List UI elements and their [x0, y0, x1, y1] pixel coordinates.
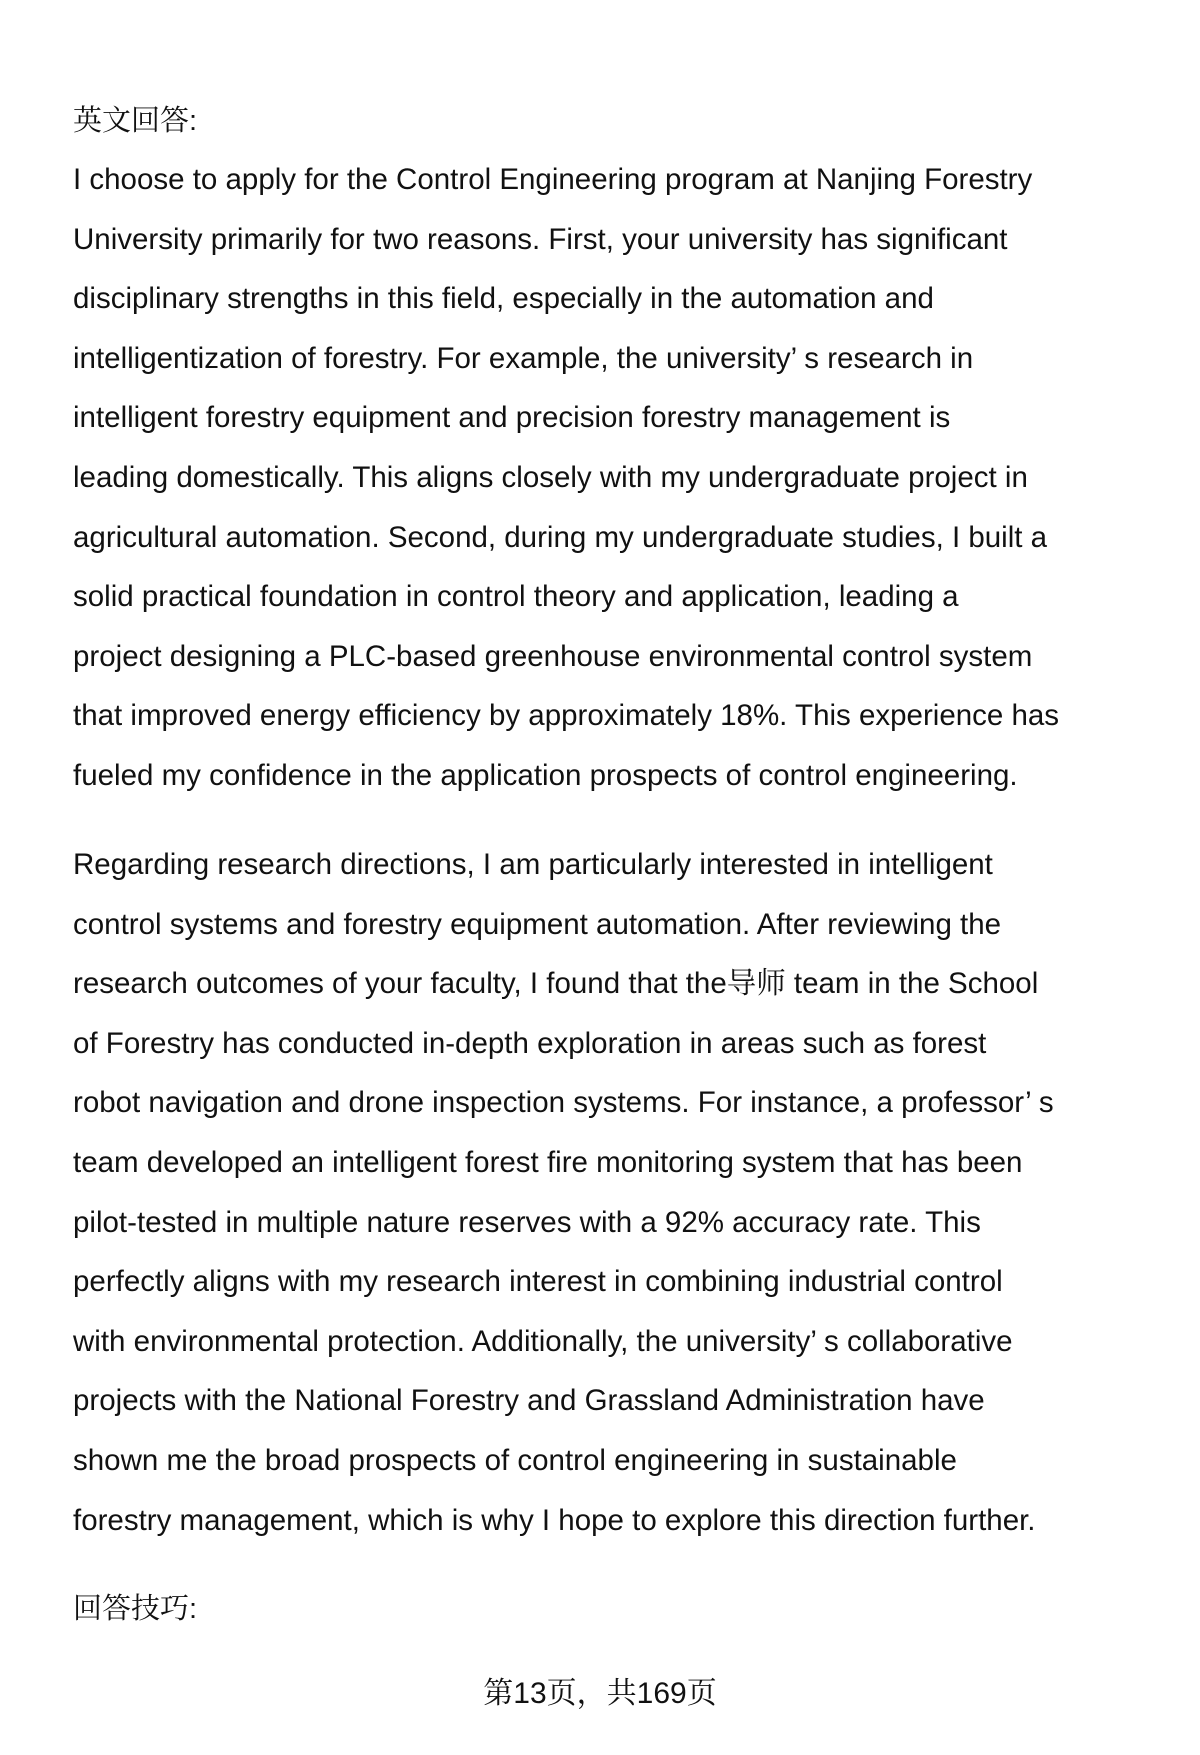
text-line: pilot-tested in multiple nature reserves with a 92% accuracy rate. This [73, 1205, 981, 1239]
paragraph-1 [73, 150, 1059, 806]
text-line: that improved energy efficiency by approximately 18%. This experience has [73, 699, 1060, 733]
text-line: of Forestry has conducted in-depth exploration in areas such as forest [73, 1026, 987, 1060]
text-line: agricultural automation. Second, during my undergraduate studies, I built a [73, 520, 1048, 554]
text-line: disciplinary strengths in this field, especially in the automation and [73, 282, 934, 316]
paragraph-2 [73, 835, 1054, 1550]
text-line: robot navigation and drone inspection systems. For instance, a professor’ s [73, 1086, 1054, 1120]
text-line: University primarily for two reasons. First, your university has significant [73, 222, 1008, 256]
text-line: fueled my confidence in the application prospects of control engineering. [73, 758, 1018, 792]
text-line: forestry management, which is why I hope to explore this direction further. [73, 1503, 1036, 1537]
text-line: project designing a PLC-based greenhouse environmental control system [73, 639, 1033, 673]
text-line: Regarding research directions, I am particularly interested in intelligent [73, 848, 993, 881]
text-line: shown me the broad prospects of control engineering in sustainable [73, 1443, 957, 1477]
text-line: perfectly aligns with my research interest in combining industrial control [73, 1265, 1003, 1299]
page-number-footer: 第13页，共169页 [483, 1677, 717, 1710]
text-line: intelligentization of forestry. For example, the university’ s research in [73, 341, 974, 375]
text-line: solid practical foundation in control theory and application, leading a [73, 580, 959, 614]
text-line: control systems and forestry equipment automation. After reviewing the [73, 907, 1002, 941]
text-line: team developed an intelligent forest fire monitoring system that has been [73, 1145, 1023, 1179]
text-line: with environmental protection. Additionally, the university’ s collaborative [73, 1324, 1013, 1358]
heading-answer-tips: 回答技巧: [73, 1593, 198, 1625]
text-line: projects with the National Forestry and Grassland Administration have [73, 1384, 985, 1418]
heading-english-answer: 英文回答: [73, 105, 198, 137]
text-line: research outcomes of your faculty, I found that the导师 team in the School [73, 967, 1039, 1001]
text-line: I choose to apply for the Control Engineering program at Nanjing Forestry [73, 163, 1033, 196]
text-line: leading domestically. This aligns closely with my undergraduate project in [73, 460, 1028, 494]
text-line: intelligent forestry equipment and precision forestry management is [73, 401, 951, 435]
